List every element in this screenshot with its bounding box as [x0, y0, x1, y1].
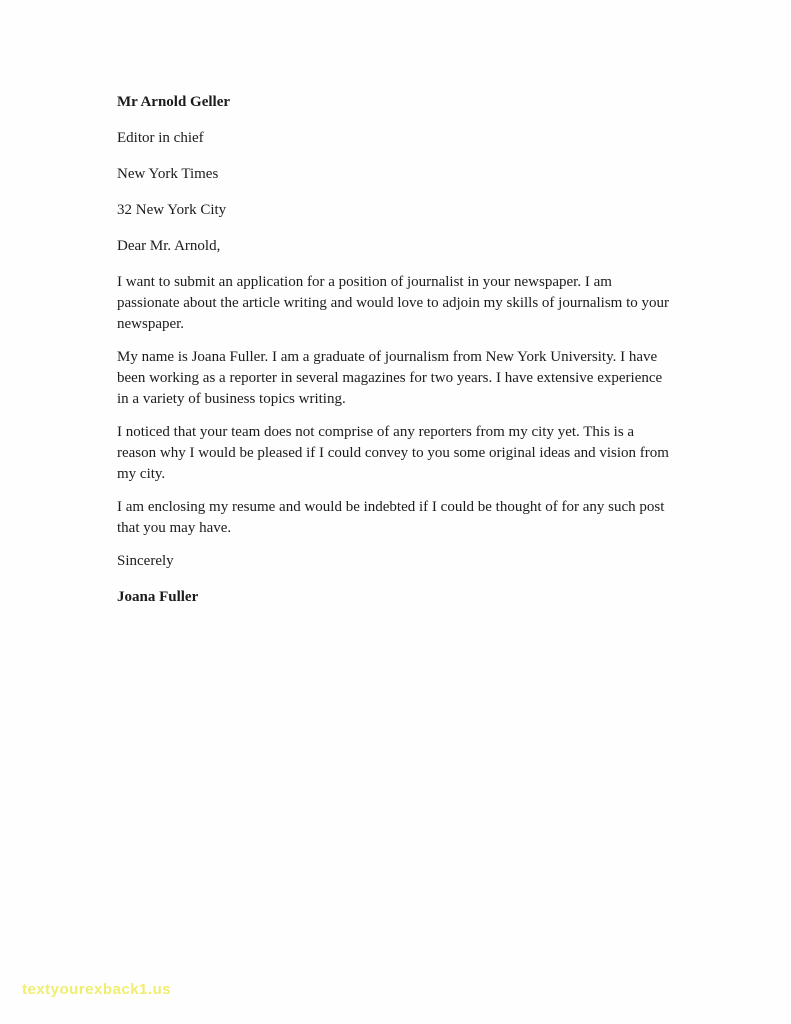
- body-paragraph: My name is Joana Fuller. I am a graduate of journalism from New York University. I have been working as a reporter in several magazines for two years. I have extensive experience in a variety of business topics writing.: [117, 349, 663, 407]
- recipient-title: Editor in chief: [117, 130, 204, 146]
- recipient-address: 32 New York City: [117, 202, 227, 218]
- body-paragraph: I am enclosing my resume and would be indebted if I could be thought of for any such post that you may have.: [117, 499, 665, 536]
- recipient-name: Mr Arnold Geller: [117, 94, 231, 110]
- salutation: Dear Mr. Arnold,: [117, 238, 221, 254]
- signature-name: Joana Fuller: [117, 589, 199, 605]
- watermark: textyourexback1.us: [22, 981, 172, 998]
- recipient-organization: New York Times: [117, 166, 219, 182]
- closing: Sincerely: [117, 553, 174, 569]
- body-paragraph: I noticed that your team does not comprise of any reporters from my city yet. This is a reason why I would be pleased if I could convey to you some original ideas and vision from my city.: [117, 424, 669, 482]
- letter-body: [117, 92, 669, 623]
- body-paragraph: I want to submit an application for a position of journalist in your newspaper. I am passionate about the article writing and would love to adjoin my skills of journalism to your newspaper.: [117, 274, 669, 332]
